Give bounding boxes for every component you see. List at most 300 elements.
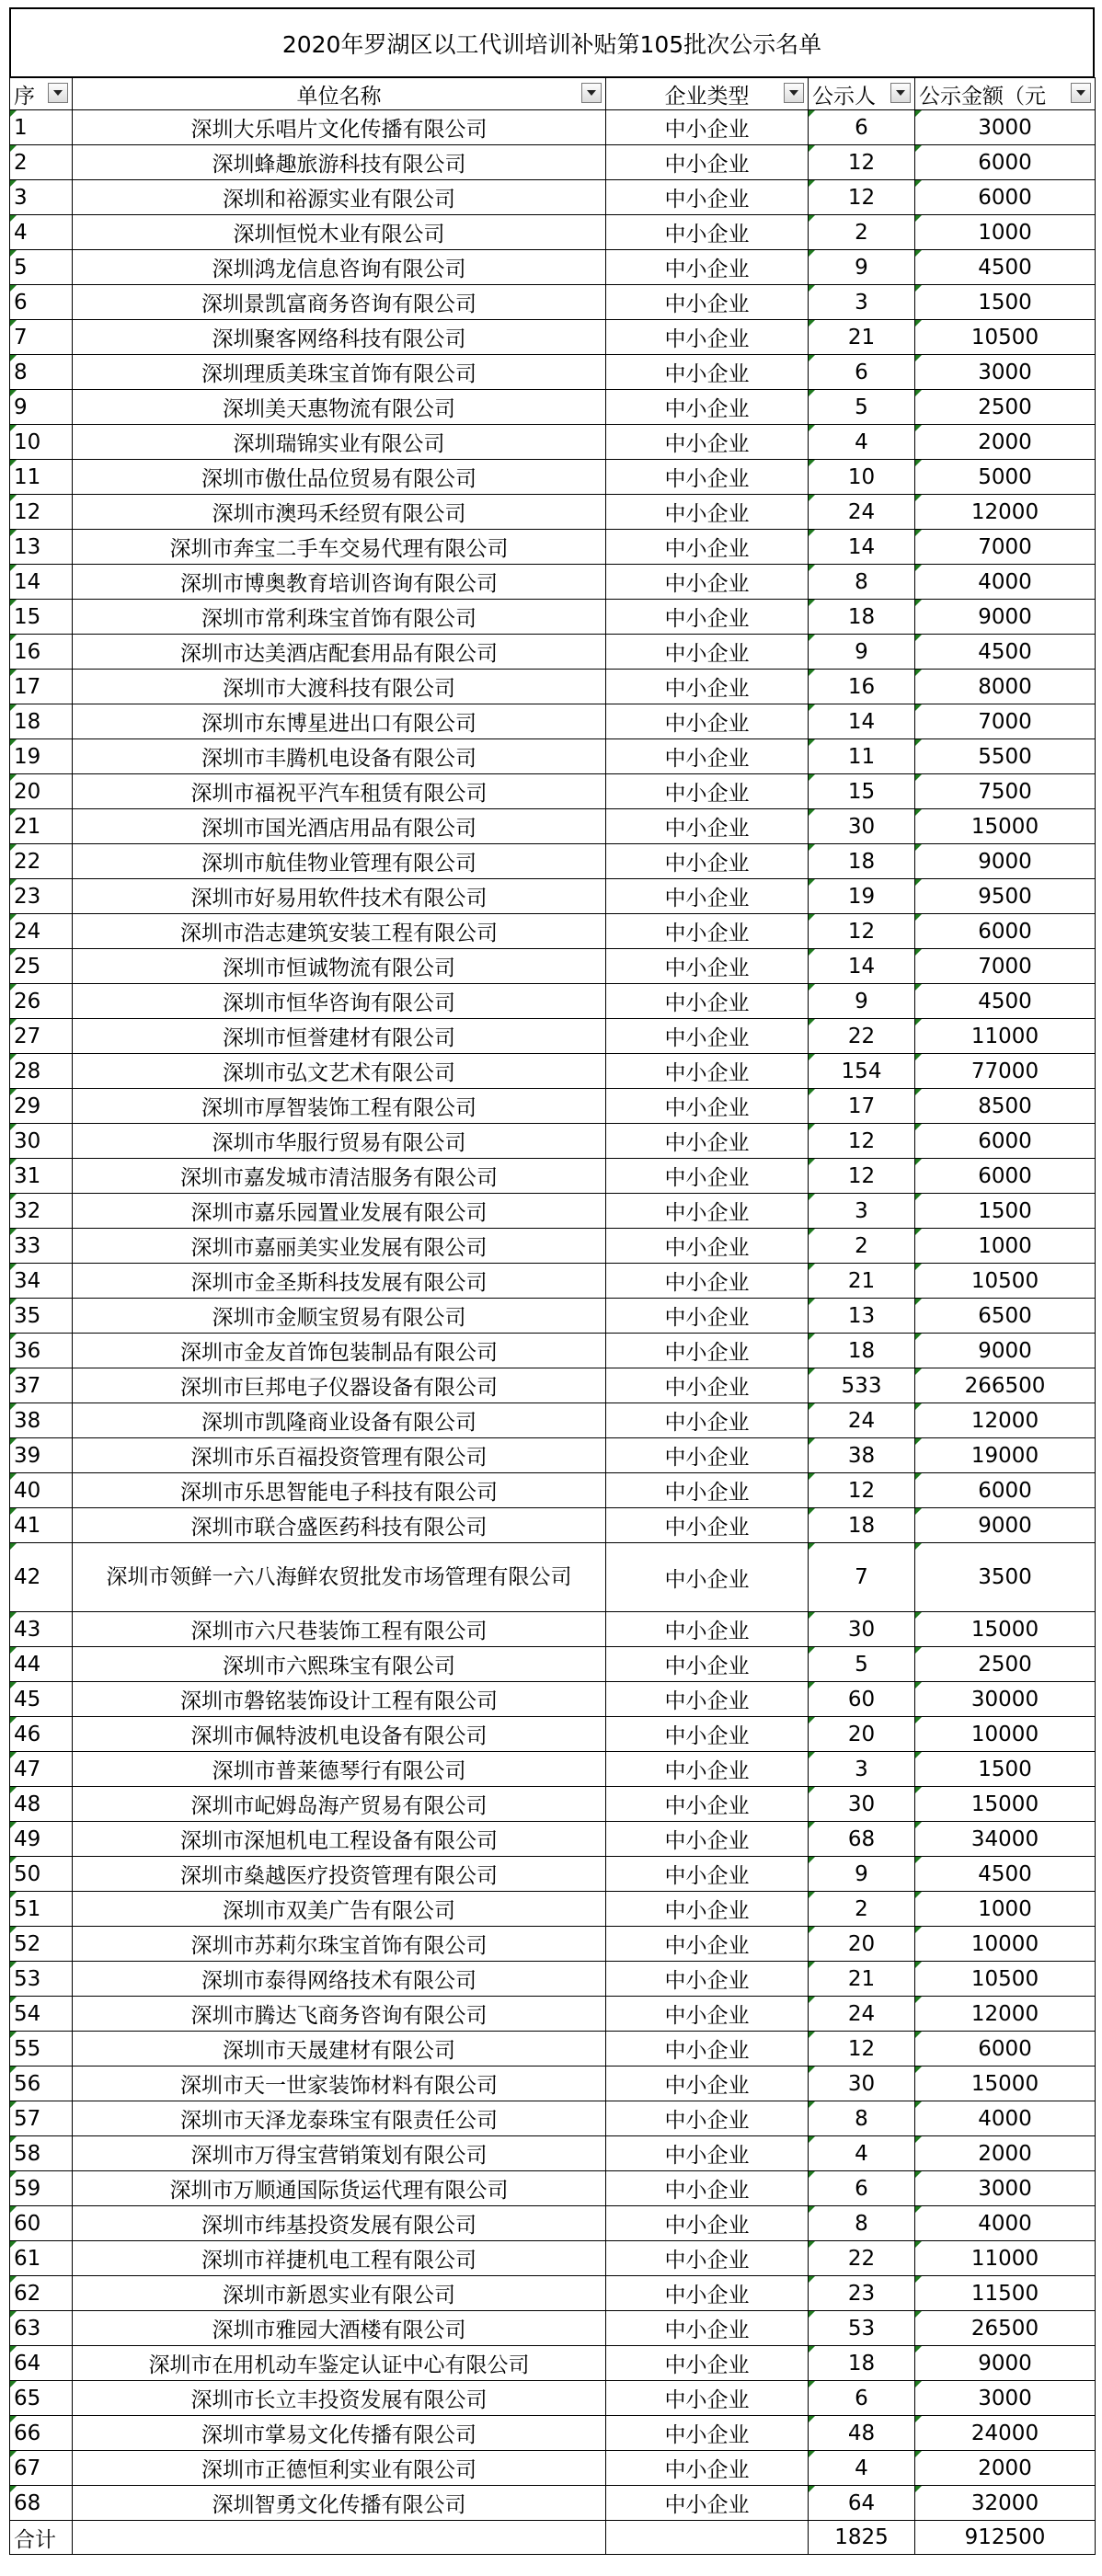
company-name[interactable]: 深圳市嘉乐园置业发展有限公司 — [73, 1194, 606, 1229]
company-name[interactable]: 深圳市六尺巷装饰工程有限公司 — [73, 1612, 606, 1647]
company-type[interactable]: 中小企业 — [606, 2486, 809, 2521]
row-index[interactable]: 35 — [10, 1299, 73, 1334]
amount[interactable]: 26500 — [915, 2311, 1096, 2346]
row-index[interactable]: 44 — [10, 1647, 73, 1682]
company-type[interactable]: 中小企业 — [606, 110, 809, 145]
amount[interactable]: 3500 — [915, 1543, 1096, 1612]
row-index[interactable]: 20 — [10, 774, 73, 809]
company-name[interactable]: 深圳市祥捷机电工程有限公司 — [73, 2241, 606, 2276]
company-name[interactable]: 深圳市金顺宝贸易有限公司 — [73, 1299, 606, 1334]
headcount[interactable]: 24 — [809, 495, 915, 530]
row-index[interactable]: 43 — [10, 1612, 73, 1647]
amount[interactable]: 2500 — [915, 390, 1096, 425]
company-name[interactable]: 深圳市苏莉尔珠宝首饰有限公司 — [73, 1927, 606, 1962]
headcount[interactable]: 30 — [809, 1787, 915, 1822]
headcount[interactable]: 6 — [809, 2381, 915, 2416]
company-name[interactable]: 深圳市联合盛医药科技有限公司 — [73, 1508, 606, 1543]
row-index[interactable]: 30 — [10, 1124, 73, 1159]
row-index[interactable]: 25 — [10, 949, 73, 984]
company-name[interactable]: 深圳市博奥教育培训咨询有限公司 — [73, 565, 606, 600]
row-index[interactable]: 45 — [10, 1682, 73, 1717]
company-type[interactable]: 中小企业 — [606, 774, 809, 809]
amount[interactable]: 2500 — [915, 1647, 1096, 1682]
company-name[interactable]: 深圳市弘文艺术有限公司 — [73, 1054, 606, 1089]
company-type[interactable]: 中小企业 — [606, 1682, 809, 1717]
company-type[interactable]: 中小企业 — [606, 145, 809, 180]
amount[interactable]: 3000 — [915, 2171, 1096, 2206]
company-type[interactable]: 中小企业 — [606, 1962, 809, 1997]
row-index[interactable]: 48 — [10, 1787, 73, 1822]
row-index[interactable]: 21 — [10, 809, 73, 844]
amount[interactable]: 15000 — [915, 1612, 1096, 1647]
company-name[interactable]: 深圳市常利珠宝首饰有限公司 — [73, 600, 606, 635]
company-type[interactable]: 中小企业 — [606, 1717, 809, 1752]
company-name[interactable]: 深圳市掌易文化传播有限公司 — [73, 2416, 606, 2451]
row-index[interactable]: 2 — [10, 145, 73, 180]
company-type[interactable]: 中小企业 — [606, 1264, 809, 1299]
headcount[interactable]: 12 — [809, 914, 915, 949]
headcount[interactable]: 53 — [809, 2311, 915, 2346]
company-type[interactable]: 中小企业 — [606, 600, 809, 635]
company-type[interactable]: 中小企业 — [606, 1229, 809, 1264]
company-name[interactable]: 深圳市天一世家装饰材料有限公司 — [73, 2067, 606, 2101]
company-type[interactable]: 中小企业 — [606, 1299, 809, 1334]
company-type[interactable]: 中小企业 — [606, 1822, 809, 1857]
company-type[interactable]: 中小企业 — [606, 1089, 809, 1124]
amount[interactable]: 266500 — [915, 1368, 1096, 1403]
amount[interactable]: 34000 — [915, 1822, 1096, 1857]
company-name[interactable]: 深圳市恒华咨询有限公司 — [73, 984, 606, 1019]
amount[interactable]: 4000 — [915, 565, 1096, 600]
company-name[interactable]: 深圳聚客网络科技有限公司 — [73, 320, 606, 355]
headcount[interactable]: 12 — [809, 1473, 915, 1508]
headcount[interactable]: 2 — [809, 1892, 915, 1927]
amount[interactable]: 4500 — [915, 1857, 1096, 1892]
company-name[interactable]: 深圳智勇文化传播有限公司 — [73, 2486, 606, 2521]
row-index[interactable]: 16 — [10, 635, 73, 670]
row-index[interactable]: 65 — [10, 2381, 73, 2416]
headcount[interactable]: 30 — [809, 1612, 915, 1647]
amount[interactable]: 6000 — [915, 2032, 1096, 2067]
headcount[interactable]: 6 — [809, 2171, 915, 2206]
row-index[interactable]: 28 — [10, 1054, 73, 1089]
amount[interactable]: 2000 — [915, 2136, 1096, 2171]
amount[interactable]: 1500 — [915, 1194, 1096, 1229]
company-type[interactable]: 中小企业 — [606, 1892, 809, 1927]
company-name[interactable]: 深圳市燊越医疗投资管理有限公司 — [73, 1857, 606, 1892]
headcount[interactable]: 18 — [809, 844, 915, 879]
company-type[interactable]: 中小企业 — [606, 2241, 809, 2276]
row-index[interactable]: 41 — [10, 1508, 73, 1543]
headcount[interactable]: 14 — [809, 530, 915, 565]
amount[interactable]: 7000 — [915, 530, 1096, 565]
company-name[interactable]: 深圳市乐百福投资管理有限公司 — [73, 1438, 606, 1473]
row-index[interactable]: 42 — [10, 1543, 73, 1612]
amount[interactable]: 4500 — [915, 984, 1096, 1019]
company-type[interactable]: 中小企业 — [606, 2451, 809, 2486]
row-index[interactable]: 33 — [10, 1229, 73, 1264]
headcount[interactable]: 8 — [809, 2101, 915, 2136]
headcount[interactable]: 4 — [809, 2136, 915, 2171]
row-index[interactable]: 1 — [10, 110, 73, 145]
row-index[interactable]: 63 — [10, 2311, 73, 2346]
amount[interactable]: 10500 — [915, 1962, 1096, 1997]
amount[interactable]: 5500 — [915, 739, 1096, 774]
company-name[interactable]: 深圳市国光酒店用品有限公司 — [73, 809, 606, 844]
company-type[interactable]: 中小企业 — [606, 320, 809, 355]
row-index[interactable]: 27 — [10, 1019, 73, 1054]
row-index[interactable]: 67 — [10, 2451, 73, 2486]
company-name[interactable]: 深圳恒悦木业有限公司 — [73, 215, 606, 250]
row-index[interactable]: 8 — [10, 355, 73, 390]
company-type[interactable]: 中小企业 — [606, 1124, 809, 1159]
company-name[interactable]: 深圳市乐思智能电子科技有限公司 — [73, 1473, 606, 1508]
amount[interactable]: 3000 — [915, 110, 1096, 145]
amount[interactable]: 6000 — [915, 145, 1096, 180]
headcount[interactable]: 21 — [809, 1962, 915, 1997]
company-type[interactable]: 中小企业 — [606, 495, 809, 530]
amount[interactable]: 6500 — [915, 1299, 1096, 1334]
amount[interactable]: 3000 — [915, 2381, 1096, 2416]
row-index[interactable]: 49 — [10, 1822, 73, 1857]
company-type[interactable]: 中小企业 — [606, 390, 809, 425]
row-index[interactable]: 10 — [10, 425, 73, 460]
company-type[interactable]: 中小企业 — [606, 1473, 809, 1508]
company-type[interactable]: 中小企业 — [606, 1647, 809, 1682]
row-index[interactable]: 40 — [10, 1473, 73, 1508]
filter-dropdown-icon[interactable] — [48, 83, 68, 103]
company-name[interactable]: 深圳市普莱德琴行有限公司 — [73, 1752, 606, 1787]
company-type[interactable]: 中小企业 — [606, 704, 809, 739]
company-name[interactable]: 深圳市六熙珠宝有限公司 — [73, 1647, 606, 1682]
row-index[interactable]: 29 — [10, 1089, 73, 1124]
headcount[interactable]: 7 — [809, 1543, 915, 1612]
headcount[interactable]: 4 — [809, 425, 915, 460]
company-name[interactable] — [73, 1543, 606, 1612]
company-name[interactable]: 深圳市深旭机电工程设备有限公司 — [73, 1822, 606, 1857]
company-type[interactable]: 中小企业 — [606, 914, 809, 949]
company-type[interactable]: 中小企业 — [606, 1159, 809, 1194]
amount[interactable]: 4000 — [915, 2206, 1096, 2241]
headcount[interactable]: 2 — [809, 1229, 915, 1264]
row-index[interactable]: 6 — [10, 285, 73, 320]
company-type[interactable]: 中小企业 — [606, 879, 809, 914]
company-type[interactable]: 中小企业 — [606, 2206, 809, 2241]
headcount[interactable]: 18 — [809, 600, 915, 635]
headcount[interactable]: 24 — [809, 1403, 915, 1438]
amount[interactable]: 11000 — [915, 1019, 1096, 1054]
row-index[interactable]: 46 — [10, 1717, 73, 1752]
company-name[interactable]: 深圳市天晟建材有限公司 — [73, 2032, 606, 2067]
company-name[interactable]: 深圳市金友首饰包装制品有限公司 — [73, 1334, 606, 1368]
company-name[interactable]: 深圳市双美广告有限公司 — [73, 1892, 606, 1927]
amount[interactable]: 10000 — [915, 1927, 1096, 1962]
headcount[interactable]: 24 — [809, 1997, 915, 2032]
company-name[interactable]: 深圳市奔宝二手车交易代理有限公司 — [73, 530, 606, 565]
company-type[interactable]: 中小企业 — [606, 2032, 809, 2067]
company-type[interactable]: 中小企业 — [606, 1334, 809, 1368]
company-type[interactable]: 中小企业 — [606, 739, 809, 774]
row-index[interactable]: 55 — [10, 2032, 73, 2067]
amount[interactable]: 6000 — [915, 914, 1096, 949]
company-name[interactable]: 深圳市泰得网络技术有限公司 — [73, 1962, 606, 1997]
amount[interactable]: 11500 — [915, 2276, 1096, 2311]
company-name[interactable]: 深圳市在用机动车鉴定认证中心有限公司 — [73, 2346, 606, 2381]
company-name[interactable]: 深圳市厚智装饰工程有限公司 — [73, 1089, 606, 1124]
headcount[interactable]: 12 — [809, 2032, 915, 2067]
company-type[interactable]: 中小企业 — [606, 635, 809, 670]
headcount[interactable]: 48 — [809, 2416, 915, 2451]
headcount[interactable]: 17 — [809, 1089, 915, 1124]
company-name[interactable]: 深圳和裕源实业有限公司 — [73, 180, 606, 215]
row-index[interactable]: 4 — [10, 215, 73, 250]
headcount[interactable]: 2 — [809, 215, 915, 250]
amount[interactable]: 6000 — [915, 1473, 1096, 1508]
company-name[interactable]: 深圳市大渡科技有限公司 — [73, 670, 606, 704]
row-index[interactable]: 5 — [10, 250, 73, 285]
amount[interactable]: 9000 — [915, 2346, 1096, 2381]
company-type[interactable]: 中小企业 — [606, 180, 809, 215]
company-name[interactable]: 深圳蜂趣旅游科技有限公司 — [73, 145, 606, 180]
headcount[interactable]: 16 — [809, 670, 915, 704]
company-type[interactable]: 中小企业 — [606, 2311, 809, 2346]
amount[interactable]: 10500 — [915, 1264, 1096, 1299]
company-type[interactable]: 中小企业 — [606, 565, 809, 600]
company-type[interactable]: 中小企业 — [606, 2346, 809, 2381]
headcount[interactable]: 21 — [809, 320, 915, 355]
headcount[interactable]: 38 — [809, 1438, 915, 1473]
company-name[interactable]: 深圳美天惠物流有限公司 — [73, 390, 606, 425]
row-index[interactable]: 14 — [10, 565, 73, 600]
amount[interactable]: 1500 — [915, 285, 1096, 320]
company-name[interactable]: 深圳市长立丰投资发展有限公司 — [73, 2381, 606, 2416]
headcount[interactable]: 15 — [809, 774, 915, 809]
company-type[interactable]: 中小企业 — [606, 1927, 809, 1962]
headcount[interactable]: 21 — [809, 1264, 915, 1299]
amount[interactable]: 9000 — [915, 844, 1096, 879]
company-name[interactable]: 深圳市澳玛禾经贸有限公司 — [73, 495, 606, 530]
row-index[interactable]: 7 — [10, 320, 73, 355]
company-type[interactable]: 中小企业 — [606, 1438, 809, 1473]
amount[interactable]: 11000 — [915, 2241, 1096, 2276]
company-name[interactable]: 深圳市金圣斯科技发展有限公司 — [73, 1264, 606, 1299]
amount[interactable]: 4000 — [915, 2101, 1096, 2136]
row-index[interactable]: 52 — [10, 1927, 73, 1962]
amount[interactable]: 7500 — [915, 774, 1096, 809]
headcount[interactable]: 154 — [809, 1054, 915, 1089]
company-name[interactable]: 深圳景凯富商务咨询有限公司 — [73, 285, 606, 320]
company-type[interactable]: 中小企业 — [606, 1997, 809, 2032]
company-name[interactable]: 深圳市航佳物业管理有限公司 — [73, 844, 606, 879]
company-type[interactable]: 中小企业 — [606, 2171, 809, 2206]
row-index[interactable]: 56 — [10, 2067, 73, 2101]
headcount[interactable]: 9 — [809, 250, 915, 285]
amount[interactable]: 12000 — [915, 1403, 1096, 1438]
row-index[interactable]: 38 — [10, 1403, 73, 1438]
company-name[interactable]: 深圳市嘉发城市清洁服务有限公司 — [73, 1159, 606, 1194]
amount[interactable]: 12000 — [915, 1997, 1096, 2032]
filter-dropdown-icon[interactable] — [1071, 83, 1091, 103]
company-name[interactable]: 深圳市凯隆商业设备有限公司 — [73, 1403, 606, 1438]
company-name[interactable]: 深圳市新恩实业有限公司 — [73, 2276, 606, 2311]
filter-dropdown-icon[interactable] — [581, 83, 602, 103]
row-index[interactable]: 50 — [10, 1857, 73, 1892]
amount[interactable]: 6000 — [915, 1124, 1096, 1159]
company-type[interactable]: 中小企业 — [606, 949, 809, 984]
amount[interactable]: 9000 — [915, 600, 1096, 635]
headcount[interactable]: 18 — [809, 1334, 915, 1368]
row-index[interactable]: 22 — [10, 844, 73, 879]
row-index[interactable]: 26 — [10, 984, 73, 1019]
company-type[interactable]: 中小企业 — [606, 250, 809, 285]
row-index[interactable]: 9 — [10, 390, 73, 425]
company-type[interactable]: 中小企业 — [606, 1054, 809, 1089]
company-name[interactable]: 深圳市天泽龙泰珠宝有限责任公司 — [73, 2101, 606, 2136]
company-name[interactable]: 深圳市万得宝营销策划有限公司 — [73, 2136, 606, 2171]
company-type[interactable]: 中小企业 — [606, 1752, 809, 1787]
amount[interactable]: 15000 — [915, 2067, 1096, 2101]
headcount[interactable]: 18 — [809, 2346, 915, 2381]
row-index[interactable]: 3 — [10, 180, 73, 215]
amount[interactable]: 15000 — [915, 1787, 1096, 1822]
company-name[interactable]: 深圳市傲仕品位贸易有限公司 — [73, 460, 606, 495]
row-index[interactable]: 34 — [10, 1264, 73, 1299]
company-name[interactable]: 深圳市华服行贸易有限公司 — [73, 1124, 606, 1159]
company-name[interactable]: 深圳大乐唱片文化传播有限公司 — [73, 110, 606, 145]
row-index[interactable]: 11 — [10, 460, 73, 495]
row-index[interactable]: 64 — [10, 2346, 73, 2381]
headcount[interactable]: 5 — [809, 1647, 915, 1682]
company-type[interactable]: 中小企业 — [606, 1543, 809, 1612]
row-index[interactable]: 62 — [10, 2276, 73, 2311]
company-name[interactable]: 深圳市丰腾机电设备有限公司 — [73, 739, 606, 774]
amount[interactable]: 1000 — [915, 1892, 1096, 1927]
amount[interactable]: 15000 — [915, 809, 1096, 844]
filter-dropdown-icon[interactable] — [784, 83, 804, 103]
amount[interactable]: 2000 — [915, 2451, 1096, 2486]
row-index[interactable]: 19 — [10, 739, 73, 774]
headcount[interactable]: 3 — [809, 1194, 915, 1229]
company-name[interactable]: 深圳市雅园大酒楼有限公司 — [73, 2311, 606, 2346]
amount[interactable]: 1000 — [915, 215, 1096, 250]
headcount[interactable]: 10 — [809, 460, 915, 495]
company-name[interactable]: 深圳市万顺通国际货运代理有限公司 — [73, 2171, 606, 2206]
row-index[interactable]: 37 — [10, 1368, 73, 1403]
company-name[interactable]: 深圳市恒诚物流有限公司 — [73, 949, 606, 984]
company-type[interactable]: 中小企业 — [606, 2067, 809, 2101]
company-type[interactable]: 中小企业 — [606, 1194, 809, 1229]
company-name[interactable]: 深圳市纬基投资发展有限公司 — [73, 2206, 606, 2241]
row-index[interactable]: 32 — [10, 1194, 73, 1229]
headcount[interactable]: 12 — [809, 1159, 915, 1194]
company-name[interactable]: 深圳市腾达飞商务咨询有限公司 — [73, 1997, 606, 2032]
company-type[interactable]: 中小企业 — [606, 2276, 809, 2311]
headcount[interactable]: 20 — [809, 1927, 915, 1962]
amount[interactable]: 1500 — [915, 1752, 1096, 1787]
amount[interactable]: 24000 — [915, 2416, 1096, 2451]
amount[interactable]: 7000 — [915, 704, 1096, 739]
headcount[interactable]: 6 — [809, 110, 915, 145]
company-type[interactable]: 中小企业 — [606, 460, 809, 495]
headcount[interactable]: 9 — [809, 635, 915, 670]
headcount[interactable]: 14 — [809, 949, 915, 984]
row-index[interactable]: 17 — [10, 670, 73, 704]
row-index[interactable]: 36 — [10, 1334, 73, 1368]
company-type[interactable]: 中小企业 — [606, 1508, 809, 1543]
headcount[interactable]: 12 — [809, 1124, 915, 1159]
filter-dropdown-icon[interactable] — [890, 83, 911, 103]
row-index[interactable]: 58 — [10, 2136, 73, 2171]
company-name[interactable]: 深圳市正德恒利实业有限公司 — [73, 2451, 606, 2486]
headcount[interactable]: 9 — [809, 984, 915, 1019]
company-type[interactable]: 中小企业 — [606, 1857, 809, 1892]
headcount[interactable]: 23 — [809, 2276, 915, 2311]
row-index[interactable]: 23 — [10, 879, 73, 914]
row-index[interactable]: 31 — [10, 1159, 73, 1194]
amount[interactable]: 77000 — [915, 1054, 1096, 1089]
headcount[interactable]: 3 — [809, 1752, 915, 1787]
amount[interactable]: 2000 — [915, 425, 1096, 460]
company-type[interactable]: 中小企业 — [606, 530, 809, 565]
amount[interactable]: 10000 — [915, 1717, 1096, 1752]
company-name[interactable]: 深圳市屺姆岛海产贸易有限公司 — [73, 1787, 606, 1822]
company-name[interactable]: 深圳市东博星进出口有限公司 — [73, 704, 606, 739]
headcount[interactable]: 68 — [809, 1822, 915, 1857]
headcount[interactable]: 13 — [809, 1299, 915, 1334]
company-name[interactable]: 深圳市福祝平汽车租赁有限公司 — [73, 774, 606, 809]
company-name[interactable]: 深圳市磐铭装饰设计工程有限公司 — [73, 1682, 606, 1717]
row-index[interactable]: 18 — [10, 704, 73, 739]
company-name[interactable]: 深圳市嘉丽美实业发展有限公司 — [73, 1229, 606, 1264]
headcount[interactable]: 12 — [809, 180, 915, 215]
company-name[interactable]: 深圳市佩特波机电设备有限公司 — [73, 1717, 606, 1752]
amount[interactable]: 12000 — [915, 495, 1096, 530]
amount[interactable]: 3000 — [915, 355, 1096, 390]
amount[interactable]: 30000 — [915, 1682, 1096, 1717]
row-index[interactable]: 68 — [10, 2486, 73, 2521]
headcount[interactable]: 11 — [809, 739, 915, 774]
amount[interactable]: 9000 — [915, 1334, 1096, 1368]
row-index[interactable]: 57 — [10, 2101, 73, 2136]
headcount[interactable]: 18 — [809, 1508, 915, 1543]
company-name[interactable]: 深圳市恒誉建材有限公司 — [73, 1019, 606, 1054]
headcount[interactable]: 14 — [809, 704, 915, 739]
row-index[interactable]: 47 — [10, 1752, 73, 1787]
row-index[interactable]: 15 — [10, 600, 73, 635]
company-name[interactable]: 深圳市达美酒店配套用品有限公司 — [73, 635, 606, 670]
amount[interactable]: 7000 — [915, 949, 1096, 984]
amount[interactable]: 9000 — [915, 1508, 1096, 1543]
amount[interactable]: 1000 — [915, 1229, 1096, 1264]
company-type[interactable]: 中小企业 — [606, 809, 809, 844]
company-name[interactable]: 深圳市巨邦电子仪器设备有限公司 — [73, 1368, 606, 1403]
headcount[interactable]: 3 — [809, 285, 915, 320]
headcount[interactable]: 22 — [809, 2241, 915, 2276]
row-index[interactable]: 51 — [10, 1892, 73, 1927]
company-type[interactable]: 中小企业 — [606, 2136, 809, 2171]
amount[interactable]: 9500 — [915, 879, 1096, 914]
headcount[interactable]: 60 — [809, 1682, 915, 1717]
company-type[interactable]: 中小企业 — [606, 2416, 809, 2451]
company-type[interactable]: 中小企业 — [606, 1019, 809, 1054]
company-type[interactable]: 中小企业 — [606, 1368, 809, 1403]
company-type[interactable]: 中小企业 — [606, 355, 809, 390]
headcount[interactable]: 8 — [809, 565, 915, 600]
company-type[interactable]: 中小企业 — [606, 984, 809, 1019]
company-type[interactable]: 中小企业 — [606, 670, 809, 704]
company-type[interactable]: 中小企业 — [606, 1403, 809, 1438]
company-type[interactable]: 中小企业 — [606, 2101, 809, 2136]
